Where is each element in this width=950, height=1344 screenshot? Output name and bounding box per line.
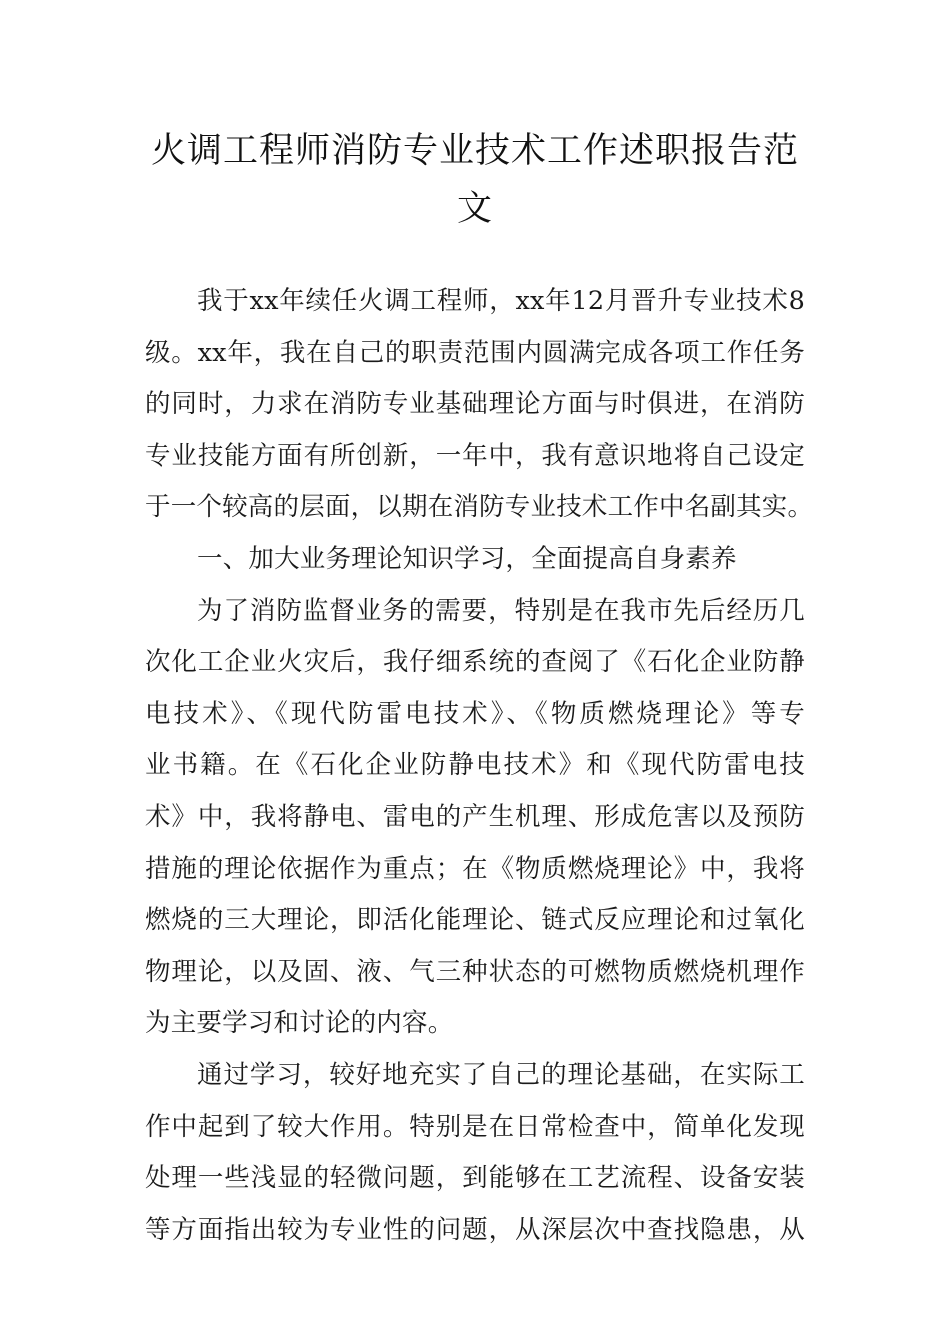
body-line: 次化工企业火灾后，我仔细系统的查阅了《石化企业防静: [145, 647, 805, 678]
body-line: 于一个较高的层面，以期在消防专业技术工作中名副其实。: [145, 492, 814, 523]
body-line: 为了消防监督业务的需要，特别是在我市先后经历几: [197, 595, 805, 626]
document-body: [145, 276, 814, 1256]
body-line: 作中起到了较大作用。特别是在日常检查中，简单化发现: [145, 1111, 805, 1142]
body-line: 通过学习，较好地充实了自己的理论基础，在实际工: [197, 1059, 805, 1090]
document-title: [145, 122, 805, 238]
body-line: 措施的理论依据作为重点；在《物质燃烧理论》中，我将: [145, 853, 805, 884]
title-line-1: 火调工程师消防专业技术工作述职报告范: [150, 131, 799, 171]
body-line: 电技术》、《现代防雷电技术》、《物质燃烧理论》等专: [145, 698, 805, 729]
title-line-2: 文: [456, 189, 493, 229]
body-line: 的同时，力求在消防专业基础理论方面与时俱进，在消防: [145, 389, 805, 420]
body-line: 级。xx年，我在自己的职责范围内圆满完成各项工作任务: [145, 337, 805, 368]
section-heading: 一、加大业务理论知识学习，全面提高自身素养: [197, 543, 737, 574]
body-line: 专业技能方面有所创新，一年中，我有意识地将自己设定: [145, 440, 805, 471]
body-line: 处理一些浅显的轻微问题，到能够在工艺流程、设备安装: [145, 1163, 805, 1194]
body-line: 术》中，我将静电、雷电的产生机理、形成危害以及预防: [145, 801, 805, 832]
body-line: 我于xx年续任火调工程师，xx年12月晋升专业技术8: [197, 286, 805, 316]
body-line: 等方面指出较为专业性的问题，从深层次中查找隐患，从: [145, 1214, 805, 1245]
body-line: 燃烧的三大理论，即活化能理论、链式反应理论和过氧化: [145, 905, 805, 936]
body-line: 业书籍。在《石化企业防静电技术》和《现代防雷电技: [145, 750, 805, 781]
body-line: 为主要学习和讨论的内容。: [145, 1008, 454, 1039]
body-line: 物理论，以及固、液、气三种状态的可燃物质燃烧机理作: [145, 956, 805, 987]
